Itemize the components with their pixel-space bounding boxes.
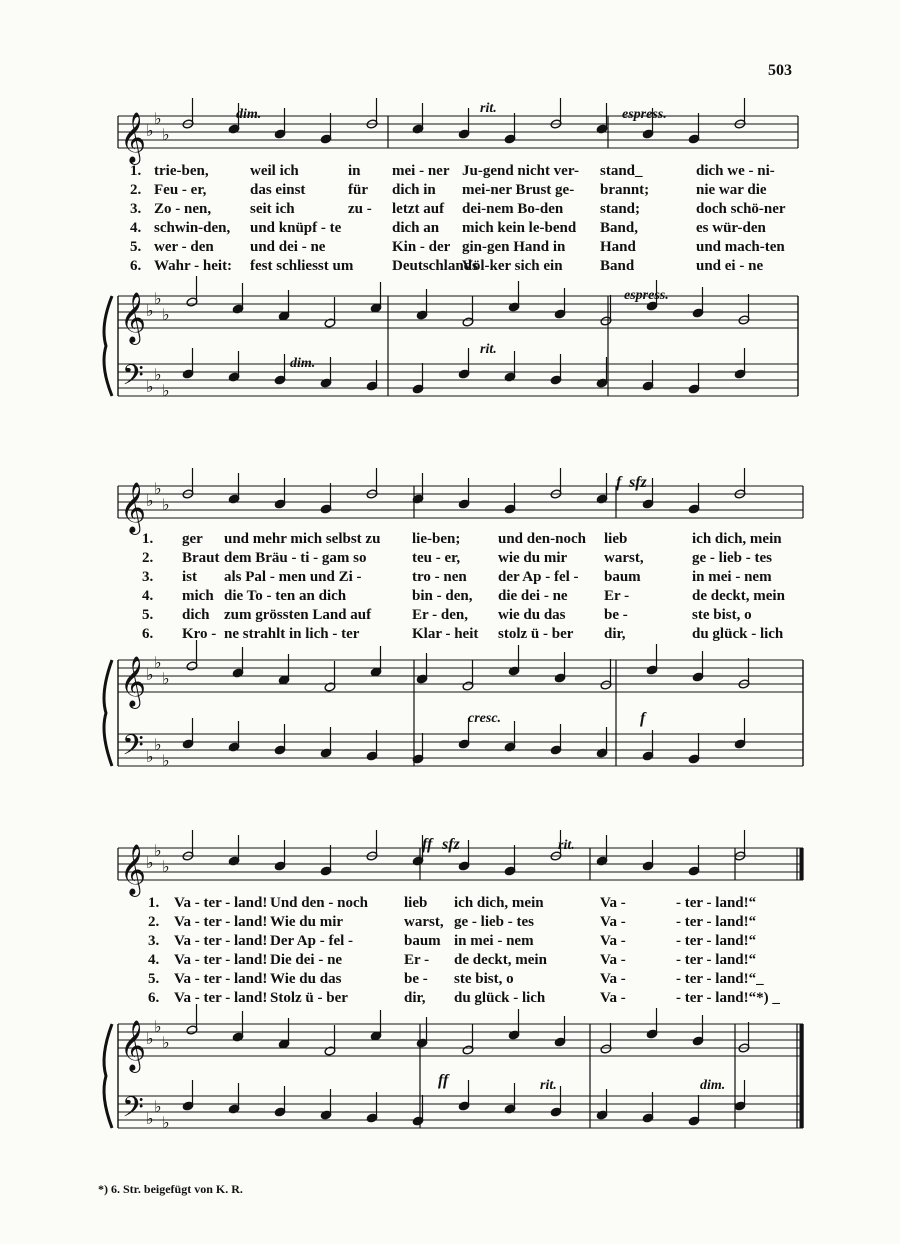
lyric-syllables: be - (604, 607, 628, 623)
lyric-syllables: Band (600, 258, 635, 274)
piano-brace (104, 660, 112, 766)
piano-forte-mark: f (640, 710, 646, 727)
lyric-syllables: Wie du das (270, 971, 342, 987)
lyric-syllables: Er - (404, 952, 430, 968)
verse-number: 3. (130, 201, 142, 217)
lyric-syllables: Stolz ü - ber (270, 990, 348, 1006)
lyric-syllables: wie du mir (498, 550, 568, 566)
lyric-syllables: Kro - (182, 626, 217, 642)
svg-text:♭: ♭ (146, 1029, 154, 1048)
lyric-syllables: ge - lieb - tes (692, 550, 772, 566)
lyric-syllables: Kin - der (392, 239, 451, 255)
lyric-syllables: dei-nem Bo-den (462, 201, 564, 217)
verse-number: 1. (142, 531, 154, 547)
svg-text:♭: ♭ (162, 495, 170, 514)
svg-text:♭: ♭ (146, 301, 154, 320)
piano-rit-mark: rit. (480, 342, 497, 357)
verse-number: 1. (148, 895, 160, 911)
lyric-syllables: stand; (600, 201, 641, 217)
svg-text:𝄢: 𝄢 (122, 1091, 144, 1131)
verse-number: 1. (130, 163, 142, 179)
svg-text:𝄞: 𝄞 (120, 112, 147, 163)
fortissimo-mark: ff (422, 836, 433, 853)
lyric-syllables: und mehr mich selbst zu (224, 531, 381, 547)
lyric-syllables: der Ap - fel - (498, 569, 579, 585)
lyric-syllables: Klar - heit (412, 626, 479, 642)
dim-mark: dim. (236, 107, 262, 122)
lyric-syllables: de deckt, mein (454, 952, 547, 968)
lyric-syllables: ste bist, o (454, 971, 514, 987)
svg-text:𝄞: 𝄞 (120, 844, 147, 895)
lyric-syllables: ich dich, mein (454, 895, 544, 911)
lyric-syllables: Va - (600, 952, 626, 968)
lyric-syllables: baum (404, 933, 441, 949)
lyric-syllables: und ei - ne (696, 258, 764, 274)
lyric-syllables: Hand (600, 239, 636, 255)
verse-number: 2. (148, 914, 160, 930)
lyric-syllables: in mei - nem (692, 569, 772, 585)
piano-espress-mark: espress. (624, 288, 669, 303)
svg-text:♭: ♭ (146, 121, 154, 140)
lyric-syllables: ne strahlt in lich - ter (224, 626, 360, 642)
verse-number: 3. (142, 569, 154, 585)
lyric-syllables: brannt; (600, 182, 650, 198)
lyric-syllables: baum (604, 569, 641, 585)
svg-text:♭: ♭ (146, 747, 154, 766)
lyric-syllables: - ter - land!“ (676, 952, 757, 968)
lyric-syllables: Wie du mir (270, 914, 344, 930)
lyric-syllables: das einst (250, 182, 306, 198)
svg-text:♭: ♭ (154, 653, 162, 672)
lyric-syllables: dich an (392, 220, 440, 236)
lyric-syllables: Va - ter - land! (174, 971, 268, 987)
svg-text:♭: ♭ (154, 735, 162, 754)
svg-text:♭: ♭ (154, 365, 162, 384)
lyric-syllables: dich (182, 607, 210, 623)
lyric-syllables: Va - (600, 990, 626, 1006)
lyric-syllables: und dei - ne (250, 239, 326, 255)
lyric-syllables: in mei - nem (454, 933, 534, 949)
voice-staff-1 (118, 116, 798, 148)
lyric-syllables: Va - (600, 914, 626, 930)
lyric-syllables: ich dich, mein (692, 531, 782, 547)
lyric-syllables: es wür-den (696, 220, 766, 236)
rit-mark: rit. (480, 101, 497, 116)
lyric-syllables: in (348, 163, 361, 179)
verse-number: 5. (142, 607, 154, 623)
lyric-syllables: Die dei - ne (270, 952, 343, 968)
lyric-syllables: Va - (600, 971, 626, 987)
lyric-syllables: Va - ter - land! (174, 990, 268, 1006)
lyric-syllables: seit ich (250, 201, 295, 217)
lyric-syllables: fest schliesst um (250, 258, 354, 274)
verse-number: 3. (148, 933, 160, 949)
lyric-syllables: warst, (404, 914, 444, 930)
lyric-syllables: Zo - nen, (154, 201, 212, 217)
svg-text:♭: ♭ (162, 1113, 170, 1132)
lyric-syllables: Va - (600, 933, 626, 949)
lyric-syllables: ist (182, 569, 197, 585)
lyric-syllables: lieb (604, 531, 628, 547)
svg-text:𝄞: 𝄞 (120, 482, 147, 533)
piano-brace (104, 296, 112, 396)
lyric-syllables: und mach-ten (696, 239, 785, 255)
lyric-syllables: gin-gen Hand in (462, 239, 566, 255)
rit-mark-2: rit. (558, 838, 575, 853)
lyric-syllables: mei - ner (392, 163, 450, 179)
piano-dim-mark-2: dim. (700, 1078, 726, 1093)
lyric-syllables: dem Bräu - ti - gam so (224, 550, 367, 566)
lyric-syllables: dir, (604, 626, 626, 642)
svg-text:♭: ♭ (162, 751, 170, 770)
lyric-syllables: Er - (604, 588, 630, 604)
svg-text:♭: ♭ (154, 289, 162, 308)
lyric-syllables: schwin-den, (154, 220, 231, 236)
svg-text:♭: ♭ (146, 665, 154, 684)
lyric-syllables: weil ich (250, 163, 299, 179)
piano-bass-staff-2 (118, 734, 803, 766)
lyric-syllables: du glück - lich (454, 990, 546, 1006)
lyric-syllables: und knüpf - te (250, 220, 342, 236)
svg-text:♭: ♭ (154, 109, 162, 128)
lyric-syllables: Va - ter - land! (174, 895, 268, 911)
lyric-syllables: Braut (182, 550, 220, 566)
forte-mark: f (616, 474, 622, 491)
lyric-syllables: letzt auf (392, 201, 445, 217)
lyric-syllables: be - (404, 971, 428, 987)
lyric-syllables: tro - nen (412, 569, 467, 585)
verse-number: 5. (130, 239, 142, 255)
footnote: *) 6. Str. beigefügt von K. R. (98, 1182, 243, 1196)
verse-number: 4. (130, 220, 142, 236)
lyric-syllables: - ter - land!“_ (676, 971, 764, 987)
lyric-syllables: ger (182, 531, 203, 547)
verse-number: 2. (130, 182, 142, 198)
verse-number: 6. (130, 258, 142, 274)
lyric-syllables: wie du das (498, 607, 566, 623)
svg-text:♭: ♭ (154, 1097, 162, 1116)
piano-dim-mark: dim. (290, 356, 316, 371)
lyric-syllables: Wahr - heit: (154, 258, 233, 274)
svg-text:♭: ♭ (146, 1109, 154, 1128)
lyric-syllables: mich kein le-bend (462, 220, 577, 236)
lyric-syllables: trie-ben, (154, 163, 209, 179)
lyric-syllables: als Pal - men und Zi - (224, 569, 362, 585)
lyric-syllables: lieb (404, 895, 428, 911)
lyric-syllables: ge - lieb - tes (454, 914, 534, 930)
verse-number: 5. (148, 971, 160, 987)
svg-text:♭: ♭ (154, 841, 162, 860)
lyric-syllables: Va - ter - land! (174, 933, 268, 949)
piano-bass-staff-3 (118, 1096, 803, 1128)
lyric-syllables: ste bist, o (692, 607, 752, 623)
lyric-syllables: du glück - lich (692, 626, 784, 642)
svg-text:♭: ♭ (162, 669, 170, 688)
lyric-syllables: - ter - land!“ (676, 895, 757, 911)
svg-text:♭: ♭ (162, 125, 170, 144)
espress-mark: espress. (622, 107, 667, 122)
lyric-syllables: für (348, 182, 368, 198)
svg-text:♭: ♭ (146, 377, 154, 396)
lyric-syllables: doch schö-ner (696, 201, 786, 217)
lyric-syllables: mich (182, 588, 214, 604)
lyric-syllables: Der Ap - fel - (270, 933, 354, 949)
lyric-syllables: lie-ben; (412, 531, 461, 547)
lyric-syllables: die dei - ne (498, 588, 568, 604)
lyric-syllables: wer - den (154, 239, 214, 255)
piano-fortissimo-mark: ff (438, 1072, 449, 1089)
svg-text:𝄢: 𝄢 (122, 359, 144, 399)
svg-text:𝄞: 𝄞 (120, 1020, 147, 1071)
verse-number: 2. (142, 550, 154, 566)
lyric-syllables: zu - (348, 201, 372, 217)
verse-number: 6. (148, 990, 160, 1006)
lyric-syllables: zum grössten Land auf (224, 607, 372, 623)
page-number: 503 (768, 62, 792, 79)
svg-text:𝄢: 𝄢 (122, 729, 144, 769)
lyric-syllables: stand_ (600, 163, 643, 179)
sforzando-mark-2: sfz (442, 836, 460, 853)
lyric-syllables: Va - (600, 895, 626, 911)
lyric-syllables: die To - ten an dich (224, 588, 347, 604)
verse-number: 4. (142, 588, 154, 604)
svg-text:𝄞: 𝄞 (120, 656, 147, 707)
svg-text:♭: ♭ (162, 1033, 170, 1052)
verse-number: 6. (142, 626, 154, 642)
lyric-syllables: dich in (392, 182, 436, 198)
svg-text:♭: ♭ (162, 381, 170, 400)
lyric-syllables: Va - ter - land! (174, 914, 268, 930)
svg-text:♭: ♭ (154, 479, 162, 498)
lyric-syllables: Band, (600, 220, 638, 236)
lyric-syllables: und den-noch (498, 531, 586, 547)
piano-cresc-mark: cresc. (468, 711, 502, 726)
svg-text:𝄞: 𝄞 (120, 292, 147, 343)
lyric-syllables: Und den - noch (270, 895, 368, 911)
lyric-syllables: Feu - er, (154, 182, 207, 198)
lyric-syllables: bin - den, (412, 588, 473, 604)
lyric-syllables: dich we - ni- (696, 163, 775, 179)
lyric-syllables: - ter - land!“*) _ (676, 990, 780, 1006)
sforzando-mark: sfz (629, 474, 647, 491)
lyric-syllables: Er - den, (412, 607, 468, 623)
svg-text:♭: ♭ (146, 491, 154, 510)
lyric-syllables: stolz ü - ber (498, 626, 574, 642)
verse-number: 4. (148, 952, 160, 968)
lyric-syllables: mei-ner Brust ge- (462, 182, 575, 198)
lyric-syllables: Ju-gend nicht ver- (462, 163, 579, 179)
svg-text:♭: ♭ (154, 1017, 162, 1036)
lyric-syllables: dir, (404, 990, 426, 1006)
lyric-syllables: de deckt, mein (692, 588, 785, 604)
svg-text:♭: ♭ (162, 857, 170, 876)
lyric-syllables: Va - ter - land! (174, 952, 268, 968)
svg-text:♭: ♭ (162, 305, 170, 324)
lyric-syllables: Völ-ker sich ein (462, 258, 563, 274)
lyric-syllables: Deutschlands (392, 258, 478, 274)
piano-rit-mark-2: rit. (540, 1078, 557, 1093)
piano-brace (104, 1024, 112, 1128)
svg-text:♭: ♭ (146, 853, 154, 872)
lyric-syllables: teu - er, (412, 550, 461, 566)
lyric-syllables: - ter - land!“ (676, 933, 757, 949)
lyric-syllables: nie war die (696, 182, 767, 198)
lyric-syllables: - ter - land!“ (676, 914, 757, 930)
lyric-syllables: warst, (604, 550, 644, 566)
